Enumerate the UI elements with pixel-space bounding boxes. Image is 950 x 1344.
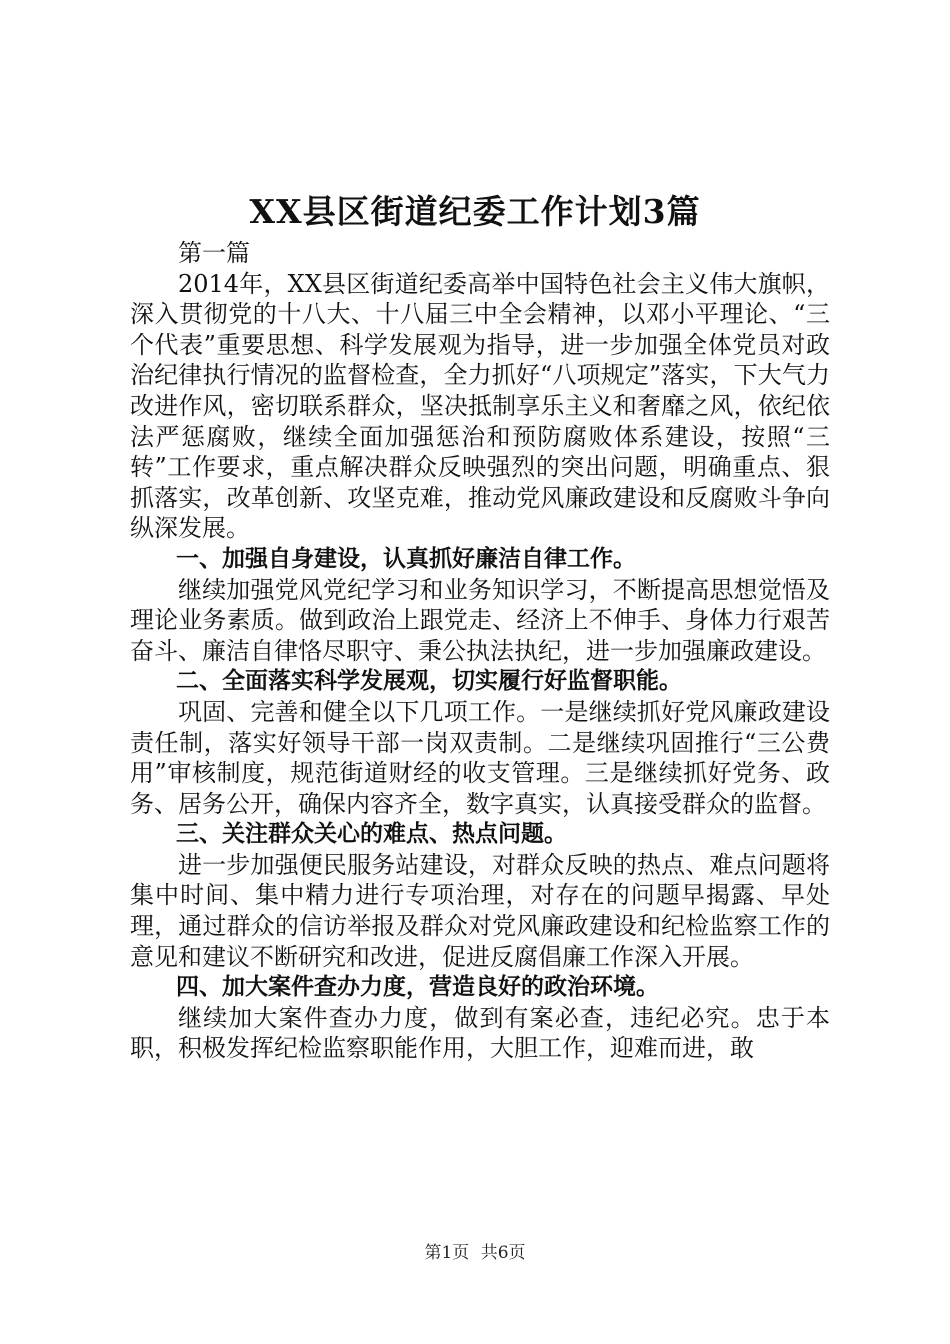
page-number: 第1页 (424, 1243, 470, 1263)
section-label: 第一篇 (178, 239, 250, 267)
intro-paragraph: 2014年，XX县区街道纪委高举中国特色社会主义伟大旗帜，深入贯彻党的十八大、十八届三中全会精神，以邓小平理论、“三个代表”重要思想、科学发展观为指导，进一步加强全体党员对政治纪律执行情况的监督检查，全力抓好“八项规定”落实，下大气力改进作风，密切联系群众，坚决抵制享乐主义和奢靡之风，依纪依法严惩腐败，继续全面加强惩治和预防腐败体系建设，按照“三转”工作要求，重点解决群众反映强烈的突出问题，明确重点、狠抓落实，改革创新、攻坚克难，推动党风廉政建设和反腐败斗争向纵深发展。 (130, 269, 830, 543)
section-body-1: 继续加强党风党纪学习和业务知识学习，不断提高思想觉悟及理论业务素质。做到政治上跟党走、经济上不伸手、身体力行艰苦奋斗、廉洁自律恪尽职守、秉公执法执纪，进一步加强廉政建设。 (130, 575, 830, 665)
document-title: XX县区街道纪委工作计划3篇 (249, 192, 701, 231)
section-heading-1: 一、加强自身建设，认真抓好廉洁自律工作。 (176, 545, 636, 572)
page-total: 共6页 (480, 1243, 526, 1263)
section-heading-4: 四、加大案件查办力度，营造良好的政治环境。 (176, 974, 659, 1001)
section-body-3: 进一步加强便民服务站建设，对群众反映的热点、难点问题将集中时间、集中精力进行专项治理，对存在的问题早揭露、早处理，通过群众的信访举报及群众对党风廉政建设和纪检监察工作的意见和建议不断研究和改进，促进反腐倡廉工作深入开展。 (130, 850, 830, 971)
section-heading-3: 三、关注群众关心的难点、热点问题。 (176, 821, 567, 848)
document-body (130, 238, 830, 1064)
page-footer (0, 1238, 950, 1263)
section-body-2: 巩固、完善和健全以下几项工作。一是继续抓好党风廉政建设责任制，落实好领导干部一岗双责制。二是继续巩固推行“三公费用”审核制度，规范街道财经的收支管理。三是继续抓好党务、政务、居务公开，确保内容齐全，数字真实，认真接受群众的监督。 (130, 697, 830, 818)
section-heading-2: 二、全面落实科学发展观，切实履行好监督职能。 (176, 668, 682, 695)
section-body-4: 继续加大案件查办力度，做到有案必查，违纪必究。忠于本职，积极发挥纪检监察职能作用，大胆工作，迎难而进，敢 (130, 1003, 830, 1063)
